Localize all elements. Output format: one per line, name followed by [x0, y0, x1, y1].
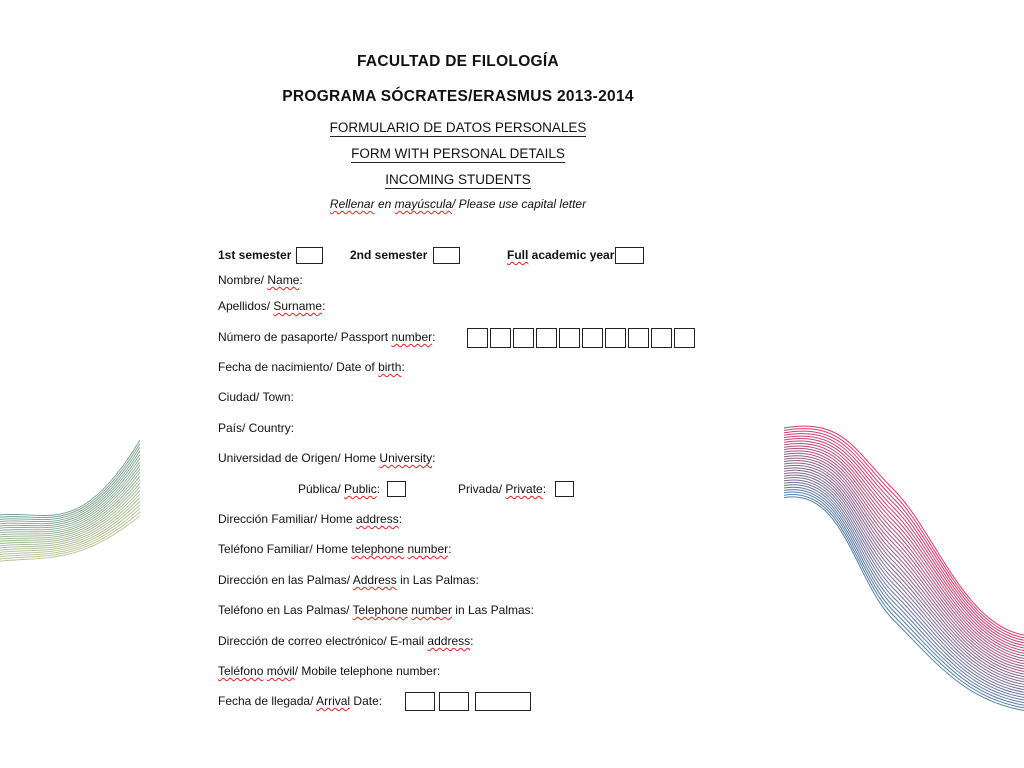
passport-digit-box[interactable] [605, 328, 626, 348]
full-year-checkbox[interactable] [615, 247, 644, 264]
name-label: Nombre/ Name: [218, 273, 303, 287]
passport-digit-box[interactable] [536, 328, 557, 348]
wave-line [784, 494, 1024, 707]
wave-line [784, 434, 1024, 643]
passport-digit-box[interactable] [674, 328, 695, 348]
program-title: PROGRAMA SÓCRATES/ERASMUS 2013-2014 [282, 88, 634, 105]
arrival-day-box[interactable] [405, 692, 435, 711]
town-label: Ciudad/ Town: [218, 390, 294, 404]
passport-digit-box[interactable] [651, 328, 672, 348]
public-checkbox[interactable] [387, 481, 406, 497]
decorative-wave-left [0, 430, 140, 610]
public-label: Pública/ Public: [298, 482, 381, 496]
wave-line [784, 478, 1024, 690]
instruction-line: Rellenar en mayúscula/ Please use capital letter [329, 197, 587, 211]
arrival-year-box[interactable] [475, 692, 531, 711]
private-label: Privada/ Private: [458, 482, 547, 496]
passport-digit-box[interactable] [467, 328, 488, 348]
arrival-month-box[interactable] [439, 692, 469, 711]
wave-line [0, 440, 140, 516]
passport-digit-box[interactable] [490, 328, 511, 348]
home-telephone-label: Teléfono Familiar/ Home telephone number: [218, 542, 452, 556]
wave-line [0, 444, 140, 518]
passport-digit-box[interactable] [513, 328, 534, 348]
wave-line [784, 465, 1024, 676]
passport-label: Número de pasaporte/ Passport number: [218, 330, 436, 344]
audience-title: INCOMING STUDENTS [385, 172, 531, 187]
first-semester-checkbox[interactable] [296, 247, 323, 264]
home-university-label: Universidad de Origen/ Home University: [218, 451, 436, 465]
form-title-es: FORMULARIO DE DATOS PERSONALES [329, 120, 587, 135]
wave-line [784, 436, 1024, 645]
form-title-en: FORM WITH PERSONAL DETAILS [351, 146, 565, 161]
dob-label: Fecha de nacimiento/ Date of birth: [218, 360, 405, 374]
passport-digit-box[interactable] [559, 328, 580, 348]
passport-digit-box[interactable] [582, 328, 603, 348]
home-address-label: Dirección Familiar/ Home address: [218, 512, 403, 526]
arrival-date-label: Fecha de llegada/ Arrival Date: [218, 694, 383, 708]
country-label: País/ Country: [218, 421, 295, 435]
surname-label: Apellidos/ Surname: [218, 299, 326, 313]
second-semester-checkbox[interactable] [433, 247, 460, 264]
email-label: Dirección de correo electrónico/ E-mail address: [218, 634, 474, 648]
full-year-label: Full academic year [507, 248, 615, 262]
decorative-wave-right [784, 420, 1024, 720]
faculty-title: FACULTAD DE FILOLOGÍA [356, 53, 560, 70]
wave-line [0, 483, 140, 541]
second-semester-label: 2nd semester [350, 248, 428, 262]
wave-line [784, 473, 1024, 685]
passport-digit-box[interactable] [628, 328, 649, 348]
first-semester-label: 1st semester [218, 248, 292, 262]
las-palmas-address-label: Dirección en las Palmas/ Address in Las Palmas: [218, 573, 479, 587]
private-checkbox[interactable] [555, 481, 574, 497]
las-palmas-telephone-label: Teléfono en Las Palmas/ Telephone number in Las Palmas: [218, 603, 534, 617]
mobile-label: Teléfono móvil/ Mobile telephone number: [218, 664, 441, 678]
